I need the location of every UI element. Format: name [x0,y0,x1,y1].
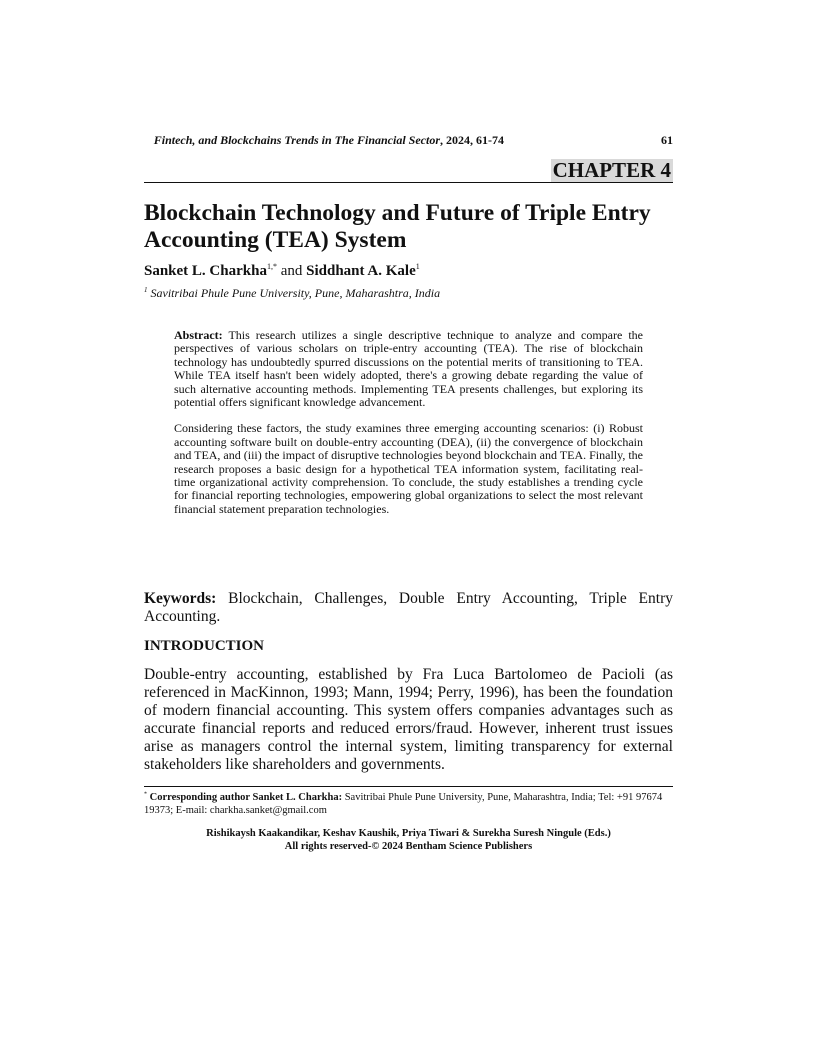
chapter-label: CHAPTER 4 [552,158,671,182]
chapter-header [144,159,673,183]
footnote-marker: * [144,791,147,798]
affiliation-sup: 1 [144,286,148,294]
keywords-text: Blockchain, Challenges, Double Entry Accounting, Triple Entry Accounting. [144,590,673,625]
rights-line: All rights reserved-© 2024 Bentham Science Publishers [284,840,533,852]
running-head [144,132,673,148]
author-2-sup: 1 [415,262,420,271]
abstract-paragraph-2: Considering these factors, the study examines three emerging accounting scenarios: (i) Robust accounting software built on double-entry accounting (DEA), (ii) the convergence of blockchain and TEA, and (iii) the impact of disruptive technologies beyond blockchain and TEA. Finally, the research proposes a basic design for a hypothetical TEA information system, facilitating real-time organizational activity comprehension. To conclude, the study establishes a trending cycle for financial reporting technologies, empowering global organizations to select the most relevant financial statement preparation technologies. [174,421,644,516]
chapter-title: Blockchain Technology and Future of Triple Entry Accounting (TEA) System [144,200,651,253]
author-line [144,262,673,280]
running-head-journal [144,132,504,148]
author-1-name: Sanket L. Charkha [144,263,267,279]
footnote-text: Savitribai Phule Pune University, Pune, Maharashtra, India; Tel: +91 97674 19373; E-mail: charkha.sanket@gmail.com [144,792,663,816]
abstract-label: Abstract: [174,328,223,342]
section-heading-introduction: INTRODUCTION [144,638,265,654]
editors-line: Rishikaysh Kaakandikar, Keshav Kaushik, Priya Tiwari & Surekha Suresh Ningule (Eds.) [206,828,611,839]
author-2-name: Siddhant A. Kale [306,263,416,279]
introduction-paragraph: Double-entry accounting, established by Fra Luca Bartolomeo de Pacioli (as referenced in MacKinnon, 1993; Mann, 1994; Perry, 1996), has been the foundation of modern financial accounting. This system offers companies advantages such as accurate financial reports and reduced errors/fraud. However, inherent trust issues arise as managers control the internal system, limiting transparency for external stakeholders like shareholders and governments. [144,666,673,773]
publisher-block [144,828,673,853]
affiliation [144,286,673,301]
page-number: 61 [661,133,673,147]
abstract-paragraph-1 [174,329,643,409]
author-connector: and [276,263,307,279]
footnote-divider [144,786,673,787]
footnote-label: Corresponding author Sanket L. Charkha: [147,792,343,803]
journal-pages: , 2024, 61-74 [440,133,504,147]
abstract [174,329,643,516]
keywords-label: Keywords: [144,590,217,607]
abstract-text-1: This research utilizes a single descriptive technique to analyze and compare the perspectives of various scholars on triple-entry accounting (TEA). The rise of blockchain technology has undoubtedly spurred discussions on the potential merits of transitioning to TEA. While TEA itself hasn't been widely adopted, there's a growing debate regarding the value of such alternative accounting methods. Implementing TEA presents challenges, but exploring its potential offers significant knowledge advancement. [174,328,643,410]
affiliation-text: Savitribai Phule Pune University, Pune, Maharashtra, India [147,286,441,300]
journal-title: Fintech, and Blockchains Trends in The Financial Sector [153,133,440,147]
keywords [144,590,673,626]
corresponding-author-footnote [144,792,673,817]
author-1-sup: 1,* [266,262,277,271]
